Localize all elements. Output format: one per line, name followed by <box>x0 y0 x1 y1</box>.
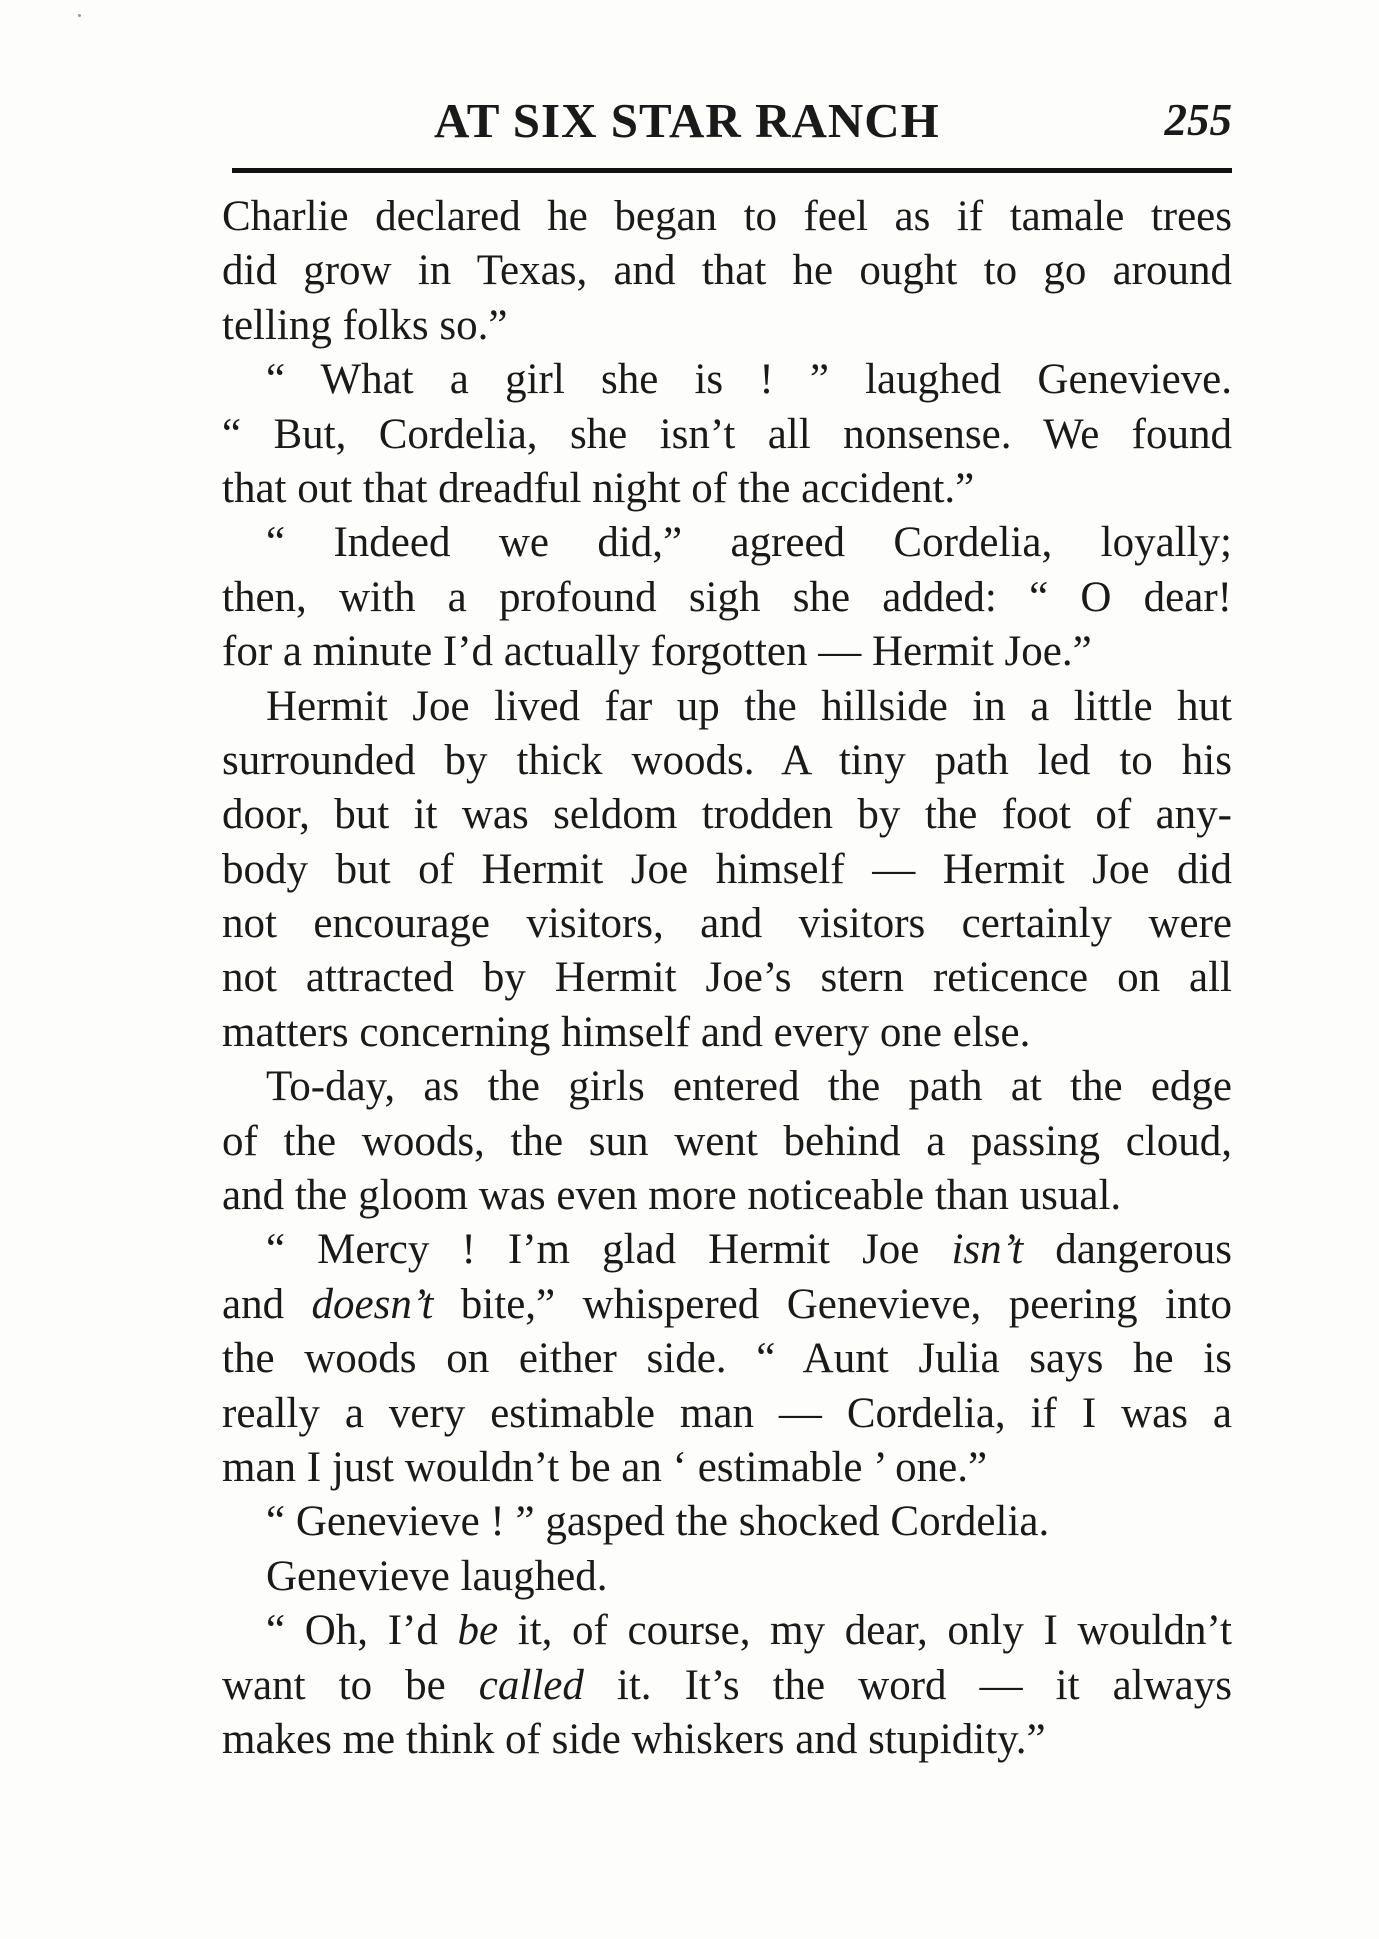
text-segment: “ But, Cordelia, she isn’t all nonsense. We found <box>222 410 1232 458</box>
text-segment: really a very estimable man — Cordelia, if I was a <box>222 1389 1232 1437</box>
text-line <box>222 843 1232 897</box>
text-segment: “ Mercy ! I’m glad Hermit Joe <box>266 1226 952 1274</box>
text-segment: Genevieve laughed. <box>266 1552 608 1600</box>
text-line <box>222 1223 1232 1277</box>
text-line <box>222 788 1232 842</box>
text-segment: of the woods, the sun went behind a passing cloud, <box>222 1117 1232 1165</box>
text-line <box>222 734 1232 788</box>
paper-speck <box>78 14 81 17</box>
text-line <box>222 516 1232 570</box>
text-line <box>222 353 1232 407</box>
text-segment: “ Indeed we did,” agreed Cordelia, loyally; <box>266 519 1232 567</box>
italic-text: isn’t <box>951 1226 1024 1274</box>
text-segment: it. It’s the word — it always <box>583 1661 1233 1709</box>
text-line <box>222 1060 1232 1114</box>
italic-text: called <box>478 1661 584 1709</box>
text-line <box>222 951 1232 1005</box>
text-line <box>222 1387 1232 1441</box>
text-segment: that out that dreadful night of the accident.” <box>222 464 975 512</box>
text-segment: man I just wouldn’t be an ‘ estimable ’ one.” <box>222 1443 988 1491</box>
text-line <box>222 1332 1232 1386</box>
text-segment: To-day, as the girls entered the path at the edge <box>266 1063 1232 1111</box>
text-segment: door, but it was seldom trodden by the foot of any- <box>222 791 1232 839</box>
text-segment: body but of Hermit Joe himself — Hermit Joe did <box>222 845 1232 893</box>
text-segment: telling folks so.” <box>222 301 508 349</box>
text-segment: “ Oh, I’d <box>266 1607 458 1655</box>
text-segment: the woods on either side. “ Aunt Julia says he is <box>222 1335 1232 1383</box>
text-segment: and the gloom was even more noticeable than usual. <box>222 1172 1122 1220</box>
text-segment: for a minute I’d actually forgotten — Hermit Joe.” <box>222 628 1092 676</box>
body-text <box>222 190 1232 1767</box>
page-number: 255 <box>1164 95 1232 145</box>
text-line <box>222 1278 1232 1332</box>
text-segment: not attracted by Hermit Joe’s stern reticence on all <box>222 954 1232 1002</box>
text-line <box>222 897 1232 951</box>
text-line <box>222 1550 1232 1604</box>
text-segment: dangerous <box>1023 1226 1232 1274</box>
text-line <box>222 244 1232 298</box>
italic-text: be <box>457 1607 499 1655</box>
text-segment: it, of course, my dear, only I wouldn’t <box>498 1607 1232 1655</box>
text-line <box>222 1441 1232 1495</box>
text-segment: want to be <box>222 1661 479 1709</box>
text-line <box>222 1169 1232 1223</box>
text-line <box>222 571 1232 625</box>
text-segment: then, with a profound sigh she added: “ O dear! <box>222 573 1232 621</box>
text-segment: makes me think of side whiskers and stupidity.” <box>222 1715 1046 1763</box>
text-line <box>222 408 1232 462</box>
text-segment: did grow in Texas, and that he ought to go around <box>222 247 1232 295</box>
text-segment: Charlie declared he began to feel as if tamale trees <box>222 193 1232 240</box>
text-line <box>222 1115 1232 1169</box>
text-segment: matters concerning himself and every one else. <box>222 1008 1031 1056</box>
text-segment: “ What a girl she is ! ” laughed Genevieve. <box>266 356 1232 404</box>
text-segment: bite,” whispered Genevieve, peering into <box>433 1280 1232 1328</box>
text-segment: surrounded by thick woods. A tiny path led to his <box>222 736 1232 784</box>
text-line <box>222 1006 1232 1060</box>
text-line <box>222 462 1232 516</box>
running-header <box>232 92 1232 162</box>
header-rule <box>232 168 1232 173</box>
text-line <box>222 1495 1232 1549</box>
text-line <box>222 625 1232 679</box>
text-line <box>222 299 1232 353</box>
text-segment: and <box>222 1280 312 1328</box>
text-segment: not encourage visitors, and visitors certainly were <box>222 900 1232 948</box>
running-title: AT SIX STAR RANCH <box>434 93 940 148</box>
text-line <box>222 1604 1232 1658</box>
text-line <box>222 190 1232 244</box>
text-line <box>222 1659 1232 1713</box>
text-line <box>222 1713 1232 1767</box>
text-segment: Hermit Joe lived far up the hillside in a little hut <box>266 682 1232 730</box>
text-segment: “ Genevieve ! ” gasped the shocked Cordelia. <box>266 1498 1050 1546</box>
italic-text: doesn’t <box>311 1280 434 1328</box>
text-line <box>222 680 1232 734</box>
